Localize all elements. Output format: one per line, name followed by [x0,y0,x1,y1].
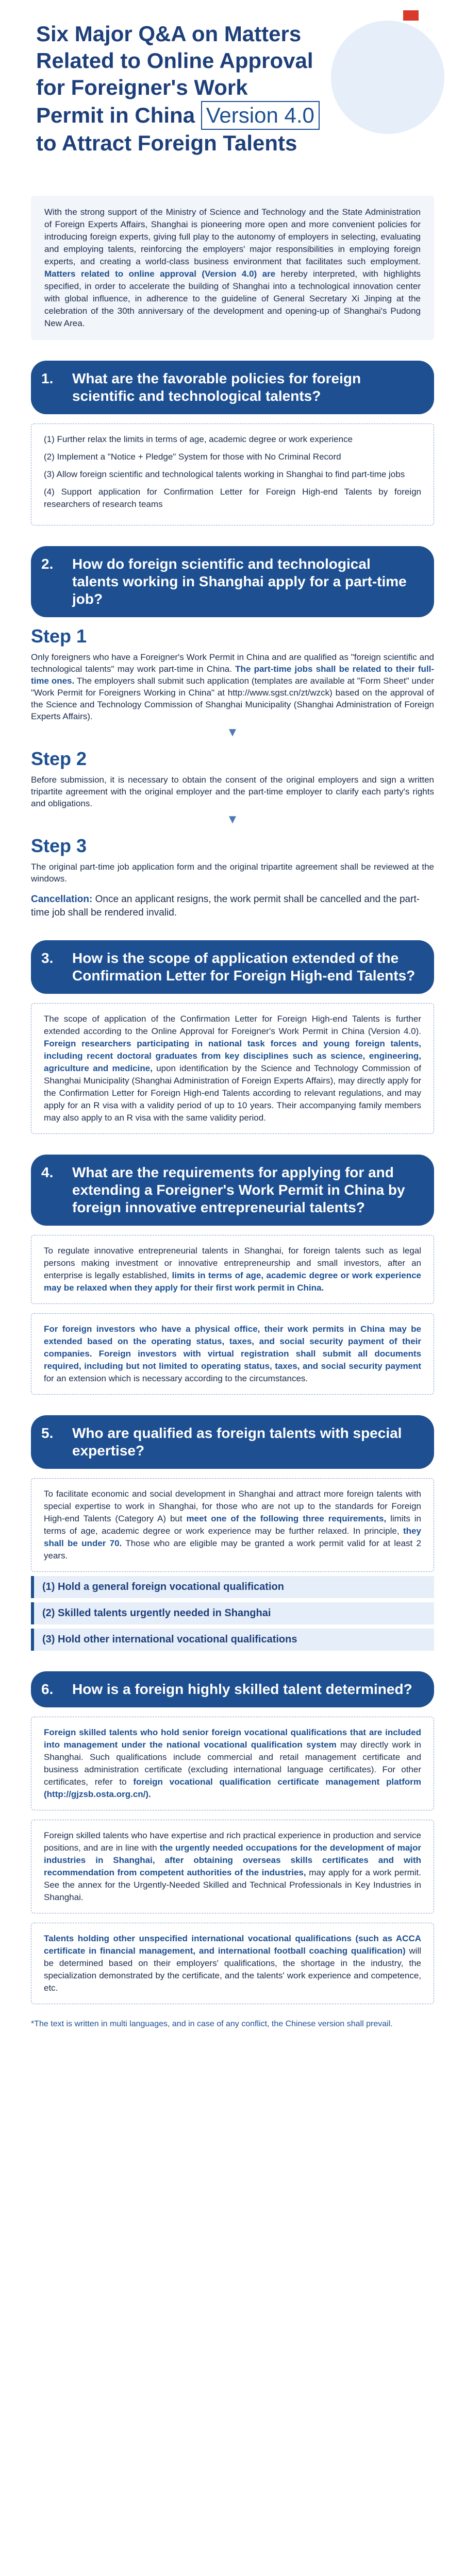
cancellation-note: Cancellation: Once an applicant resigns, the work permit shall be cancelled and the part-time job shall be rendered invalid. [31,894,420,918]
list-item: (1) Further relax the limits in terms of age, academic degree or work experience [44,434,353,444]
section-q1 [31,361,434,526]
section-q5 [31,1415,434,1651]
q6-title-bar: 6. How is a foreign highly skilled talent determined? [31,1671,434,1707]
q1-list [31,423,434,526]
q3-title-bar: 3. How is the scope of application extended of the Confirmation Letter for Foreign High-end Talents? [31,940,434,994]
q5-body: To facilitate economic and social development in Shanghai and attract more foreign talents with special expertise to work in Shanghai, for those who are not up to the standards for Foreign High-end Talents (Category A) but meet one of the following three requirements, limits in terms of age, academic degree or work experience may be further relaxed. In principle, they shall be under 70. Those who are eligible may be granted a work permit valid for at least 2 years. [31,1478,434,1572]
section-q3 [31,940,434,1134]
q2-title-bar: 2. How do foreign scientific and technological talents working in Shanghai apply for a part-time job? [31,546,434,617]
chevron-down-icon: ▼ [226,725,239,739]
page-title: Six Major Q&A on Matters Related to Online Approval for Foreigner's Work Permit in China Version 4.0 to Attract Foreign Talents [36,21,325,157]
q4-box-1: To regulate innovative entrepreneurial talents in Shanghai, for foreign talents such as legal persons making investment or innovative entrepreneurship and small investors, after an enterprise is legally established, limits in terms of age, academic degree or work experience may be relaxed when they apply for their first work permit in China. [31,1235,434,1304]
q6-box-1: Foreign skilled talents who hold senior foreign vocational qualifications that are included into management under the national vocational qualification system may directly work in Shanghai. Such qualifications include commercial and retail management certificate and business administration certificate (excluding international language certificates). For other certificates, refer to foreign vocational qualification certificate management platform (http://gjzsb.osta.org.cn/). [31,1717,434,1810]
q1-title-bar: 1. What are the favorable policies for foreign scientific and technological talents? [31,361,434,414]
intro-text: With the strong support of the Ministry of Science and Technology and the State Administration of Foreign Experts Affairs, Shanghai is pioneering more open and more convenient policies for introducing foreign experts, giving full play to the autonomy of employers in selecting, evaluating and employing talents, reinforcing the employers' major responsibilities in employing foreign experts, and creating a world-class business environment that facilitates such employment. Matters related to online approval (Version 4.0) are hereby interpreted, with highlights specified, in order to accelerate the building of Shanghai into a technological innovation center with global influence, in adherence to the guideline of General Secretary Xi Jinping at the celebration of the 30th anniversary of the development and opening-up of Shanghai's Pudong New Area. [31,196,434,340]
version-badge: Version 4.0 [201,101,320,130]
language-note: *The text is written in multi languages, and in case of any conflict, the Chinese version shall prevail. [31,2020,393,2028]
section-q6 [31,1671,434,2004]
step-3-title: Step 3 [31,835,87,856]
step-1-body: Only foreigners who have a Foreigner's Work Permit in China and are qualified as "foreign scientific and technological talents" may work part-time in China. The part-time jobs shall be related to their full-time ones. The employers shall submit such application (templates are available at "Form Sheet" under "Work Permit for Foreigners Working in China" at http://www.sgst.cn/zt/wzck) based on the approval of the Science and Technology Commission of Shanghai Municipality (Shanghai Administration of Foreign Experts Affairs). [31,652,434,721]
list-item: (2) Skilled talents urgently needed in Shanghai [31,1602,434,1624]
step-2-body: Before submission, it is necessary to obtain the consent of the original employers and sign a written tripartite agreement with the original employer and the part-time employer to clarify each party's rights and obligations. [31,775,434,808]
step-2-title: Step 2 [31,748,87,769]
section-q2 [31,546,434,920]
q4-title-bar: 4. What are the requirements for applying for and extending a Foreigner's Work Permit in China by foreign innovative entrepreneurial talents? [31,1155,434,1226]
list-item: (3) Hold other international vocational qualifications [31,1629,434,1651]
step-1-title: Step 1 [31,625,87,647]
list-item: (1) Hold a general foreign vocational qualification [31,1576,434,1598]
list-item: (2) Implement a "Notice + Pledge" System for those with No Criminal Record [44,452,341,462]
list-item: (4) Support application for Confirmation Letter for Foreign High-end Talents by foreign researchers of research teams [44,487,421,509]
step-3-body: The original part-time job application form and the original tripartite agreement shall be reviewed at the windows. [31,862,434,884]
header-illustration [331,21,444,134]
q5-title-bar: 5. Who are qualified as foreign talents with special expertise? [31,1415,434,1469]
list-item: (3) Allow foreign scientific and technological talents working in Shanghai to find part-time jobs [44,469,405,479]
header [0,0,465,196]
q6-box-3: Talents holding other unspecified international vocational qualifications (such as ACCA certificate in financial management, and international football coaching qualification) will be determined based on their employers' qualifications, the shortage in the industry, the specialization demonstrated by the certificate, and the talents' work experience and competence, etc. [31,1923,434,2004]
chevron-down-icon: ▼ [226,812,239,826]
q4-box-2: For foreign investors who have a physical office, their work permits in China may be extended based on the operating status, taxes, and social security payment of their companies. Foreign investors with virtual registration shall submit all documents required, including but not limited to operating status, taxes, and social security payment for an extension which is necessary according to the circumstances. [31,1313,434,1395]
q3-body: The scope of application of the Confirmation Letter for Foreign High-end Talents is further extended according to the Online Approval for Foreigner's Work Permit in China (Version 4.0). Foreign researchers participating in national task forces and young foreign talents, including recent doctoral graduates from key disciplines such as science, engineering, agriculture and medicine, upon identification by the Science and Technology Commission of Shanghai Municipality (Shanghai Administration of Foreign Experts Affairs), may directly apply for the Confirmation Letter for Foreign High-end Talents according to relevant regulations, and may apply for an R visa with a validity period of up to 10 years. Their accompanying family members may also apply to an R visa with the same validity period. [31,1003,434,1134]
flag-icon [403,10,419,21]
q6-box-2: Foreign skilled talents who have expertise and rich practical experience in production and service positions, and are in line with the urgently needed occupations for the development of major industries in Shanghai, after obtaining overseas skills certificates and with recommendation from competent authorities of the industries, may apply for a work permit. See the annex for the Urgently-Needed Skilled and Technical Professionals in Key Industries in Shanghai. [31,1820,434,1913]
section-q4 [31,1155,434,1395]
